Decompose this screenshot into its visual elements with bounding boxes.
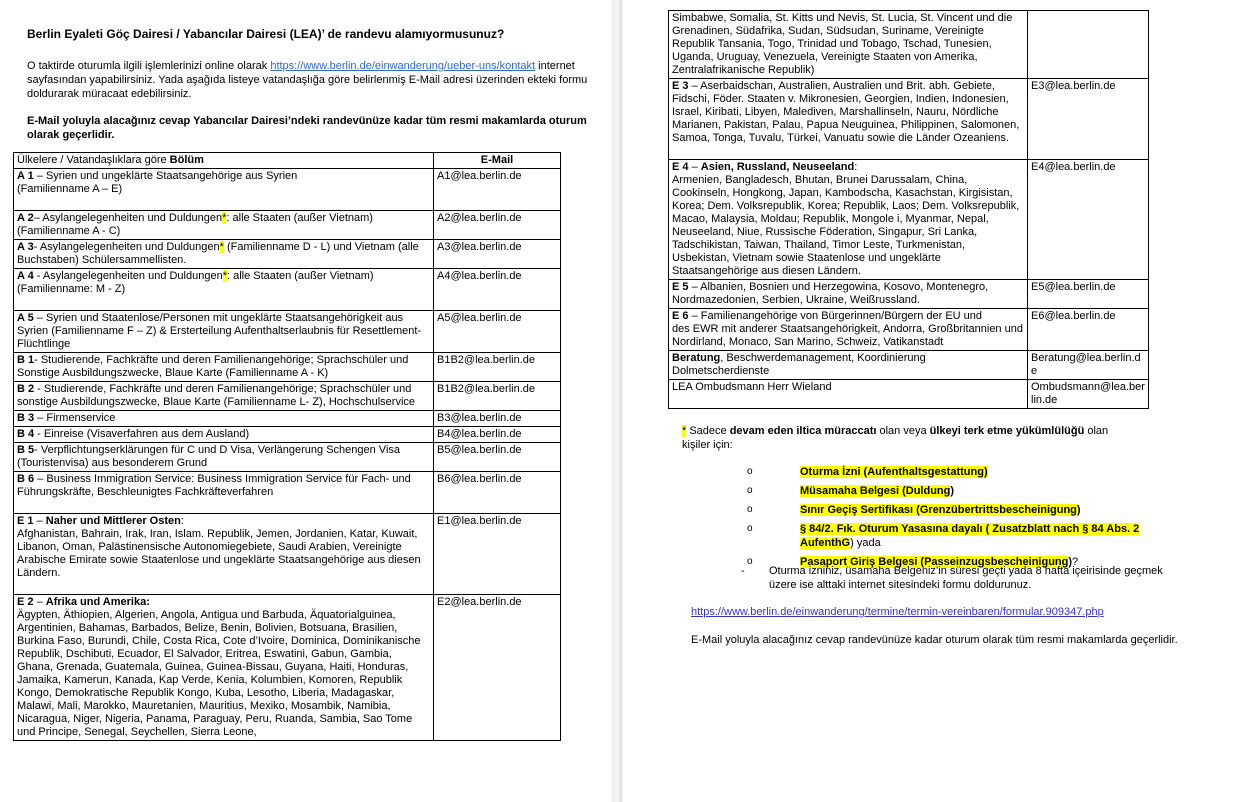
department-cell (669, 280, 1028, 309)
text-run: - Asylangelegenheiten und Duldungen (33, 241, 220, 253)
text-run: A 3 (17, 241, 34, 253)
bullet-item (747, 522, 1237, 550)
email-cell: B5@lea.berlin.de (434, 443, 561, 472)
text-run: ) (950, 485, 955, 497)
bullet-marker-icon: o (747, 485, 753, 496)
text-run: * (222, 270, 227, 282)
text-run: B 1 (17, 354, 35, 366)
text-run: - Asylangelegenheiten und Duldungen (33, 270, 223, 282)
table-row (669, 79, 1149, 160)
text-run: * (219, 241, 224, 253)
table-row (669, 280, 1149, 309)
department-cell (669, 380, 1028, 409)
text-run: Afghanistan, Bahrain, Irak, Iran, Islam. Republik, Jemen, Jordanien, Katar, Kuwait, Libanon, Oman, Palästinensische Autonomiegebiete, Saudi Arabien, Vereinigte Arabische Emirate sowie Staatenlose und ungeklärte Staatsangehörige aus diesen Ländern. (17, 528, 421, 579)
email-cell: E5@lea.berlin.de (1028, 280, 1149, 309)
email-cell: E3@lea.berlin.de (1028, 79, 1149, 160)
text-run: olan (1084, 425, 1109, 437)
text-run: – Aserbaidschan, Australien, Australien und Brit. abh. Gebiete, Fidschi, Föder. Staaten v. Mikronesien, Georgien, Indien, Indonesien, Israel, Kiribati, Libyen, Malediven, Marshallinseln, Nauru, Nördliche Marianen, Pakistan, Palau, Papua Neuguinea, Philippinen, Salomonen, Samoa, Tonga, Tuvalu, Türkei, Vanuatu sowie die Länder Ozeaniens. (672, 80, 1020, 144)
text-run: , Beschwerdemanagement, Koordinierung Dolmetscherdienste (672, 352, 926, 377)
table-row (14, 353, 561, 382)
text-run: LEA Ombudsmann Herr Wieland (672, 381, 832, 393)
email-cell: B3@lea.berlin.de (434, 411, 561, 427)
text-run: Asien, Russland, Neuseeland (700, 161, 855, 173)
text-run: Beratung (672, 352, 721, 364)
email-cell: A1@lea.berlin.de (434, 169, 561, 211)
text-run: B 2 (17, 383, 35, 395)
department-cell (14, 472, 434, 514)
department-email-table-left (13, 152, 561, 741)
page-right (627, 0, 1242, 802)
text-run: (Familienname: M - Z) (17, 283, 126, 295)
email-cell: A5@lea.berlin.de (434, 311, 561, 353)
text-run: : (854, 161, 858, 173)
text-run: - Studierende, Fachkräfte und deren Familienangehörige; Sprachschüler und Sonstige Ausbildungszwecke, Blaue Karte (Familienname A - K) (17, 354, 409, 379)
text-run: üzere ise alttaki internet sitesindeki formu doldurunuz. (769, 579, 1032, 591)
text-run: Müsamaha Belgesi (Duldung (800, 485, 951, 497)
table-row (14, 472, 561, 514)
table-row (14, 382, 561, 411)
department-cell (14, 411, 434, 427)
text-run: * (682, 425, 687, 437)
text-run: olan veya (876, 425, 930, 437)
text-run: AufenthG (800, 537, 851, 549)
table-row (14, 169, 561, 211)
department-cell (14, 443, 434, 472)
text-run: A 4 (17, 270, 34, 282)
text-run: E 1 (17, 515, 37, 527)
text-run: Sınır Geçiş Sertifikası (Grenzübertrittsbescheinigung (800, 504, 1077, 516)
text-run: Bölüm (169, 154, 204, 166)
email-cell: B6@lea.berlin.de (434, 472, 561, 514)
dash-item-text (769, 564, 1163, 592)
department-cell (669, 309, 1028, 351)
text-run: E 2 (17, 596, 37, 608)
bullet-marker-icon: o (747, 466, 753, 477)
text-run: Ülkelere / Vatandaşlıklara göre (17, 154, 170, 166)
footnote-paragraph (682, 424, 1242, 452)
text-run: ) (1076, 504, 1081, 516)
text-run: (Familienname D - L) und Vietnam (alle Buchstaben) Schülersammellisten. (17, 241, 419, 266)
text-run: – (691, 161, 701, 173)
text-run: B 4 (17, 428, 35, 440)
table-row (14, 595, 561, 741)
department-cell (14, 514, 434, 595)
department-cell (669, 79, 1028, 160)
email-cell: A4@lea.berlin.de (434, 269, 561, 311)
table-row (669, 11, 1149, 79)
bullet-marker-icon: o (747, 504, 753, 515)
table-row (14, 269, 561, 311)
text-run: A 5 (17, 312, 34, 324)
bullet-item (747, 503, 1237, 517)
email-cell: E6@lea.berlin.de (1028, 309, 1149, 351)
email-cell: E4@lea.berlin.de (1028, 160, 1149, 280)
column-header-department (14, 153, 434, 169)
text-run: – Syrien und Staatenlose/Personen mit ungeklärte Staatsangehörigkeit aus Syrien (Familienname F – Z) & Ersterteilung Aufenthaltserlaubnis für Resettlement-Flüchtlinge (17, 312, 422, 350)
text-run: – (36, 515, 46, 527)
text-run: E 3 (672, 80, 692, 92)
text-run: Naher und Mittlerer Osten (45, 515, 181, 527)
text-run: – Business Immigration Service: Business Immigration Service für Fach- und Führungskräfte, Beschleunigtes Fachkräfteverfahren (17, 473, 411, 498)
text-run: des EWR mit anderer Staatsangehörigkeit, Andorra, Großbritannien und (672, 323, 1023, 335)
text-run: Sadece (686, 425, 730, 437)
text-run: O taktirde oturumla ilgili işlemlerinizi online olarak (27, 60, 271, 72)
emphasis-paragraph: E-Mail yoluyla alacağınız cevap Yabancılar Dairesi’ndeki randevünüze kadar tüm resmi makamlarda oturum olarak geçerlidir. (27, 115, 587, 141)
table-row (669, 351, 1149, 380)
department-cell (14, 595, 434, 741)
text-run: : (180, 515, 184, 527)
text-run: A 2 (17, 212, 34, 224)
email-cell (1028, 11, 1149, 79)
text-run: B 5 (17, 444, 35, 456)
page-left (0, 0, 610, 802)
department-email-table-right (668, 10, 1149, 409)
department-cell (14, 311, 434, 353)
table-row (669, 309, 1149, 351)
table-row (669, 380, 1149, 409)
email-cell: E2@lea.berlin.de (434, 595, 561, 741)
bullet-text (800, 522, 1139, 550)
department-cell (14, 169, 434, 211)
email-cell: B1B2@lea.berlin.de (434, 382, 561, 411)
text-run: : alle Staaten (außer Vietnam) (226, 212, 373, 224)
text-run: – Familienangehörige von Bürgerinnen/Bürgern der EU und (691, 310, 983, 322)
bullet-marker-icon: o (747, 523, 753, 534)
text-run: B 3 (17, 412, 35, 424)
text-run: – Albanien, Bosnien und Herzegowina, Kosovo, Montenegro, (691, 281, 989, 293)
bullet-item (747, 484, 1237, 498)
text-run: – Firmenservice (34, 412, 116, 424)
text-run: Simbabwe, Somalia, St. Kitts und Nevis, St. Lucia, St. Vincent und die Grenadinen, Südafrika, Sudan, Südsudan, Suriname, Vereinigte Republik Tansania, Togo, Trinidad und Tobago, Tschad, Tunesien, Uganda, Uruguay, Venezuela, Vereinigte Staaten von Amerika, Zentralafrikanische Republik) (672, 12, 1013, 76)
text-run: – Asylangelegenheiten und Duldungen (33, 212, 223, 224)
text-run: Oturma izniniz, üsamaha Belgeniz’in süresi geçti yada 8 hafta içeirisinde geçmek (769, 565, 1163, 577)
highlighted-bullet-list (747, 465, 1237, 574)
closing-paragraph: E-Mail yoluyla alacağınız cevap randevünüze kadar oturum olarak tüm resmi makamlarda geçerlidir. (691, 634, 1178, 646)
department-cell (669, 160, 1028, 280)
text-run: E 6 (672, 310, 692, 322)
text-run: internet sayfasından yapabilirsiniz. Yada aşağıda listeye vatandaşlığa göre belirlenmiş E-Mail adresi üzerinden ekteki formu doldurarak müracaat edebilirsiniz. (27, 60, 588, 100)
appointment-form-link[interactable]: https://www.berlin.de/einwanderung/termine/termin-vereinbaren/formular.909347.php (691, 606, 1104, 618)
table-row (14, 211, 561, 240)
text-run: (Familienname A – E) (17, 183, 123, 195)
department-cell (14, 240, 434, 269)
table-row (669, 160, 1149, 280)
text-run: ) (1068, 556, 1073, 568)
text-run: kişiler için: (682, 439, 733, 451)
bullet-item (747, 465, 1237, 479)
text-run: Nordirland, Monaco, San Marino, Schweiz, Vatikanstadt (672, 336, 944, 348)
email-cell: E1@lea.berlin.de (434, 514, 561, 595)
email-cell: Beratung@lea.berlin.de (1028, 351, 1149, 380)
department-cell (14, 382, 434, 411)
text-run: Afrika und Amerika: (45, 596, 150, 608)
email-cell: A2@lea.berlin.de (434, 211, 561, 240)
table-row (14, 427, 561, 443)
document-title: Berlin Eyaleti Göç Dairesi / Yabancılar Dairesi (LEA)’ de randevu alamıyormusunuz? (27, 27, 505, 41)
department-cell (14, 427, 434, 443)
text-run: Ägypten, Äthiopien, Algerien, Angola, Antigua und Barbuda, Äquatorialguinea, Argentinien, Bahamas, Barbados, Belize, Benin, Bolivien, Botsuana, Brasilien, Burkina Faso, Burundi, Chile, Costa Rica, Cote d’Ivoire, Dominica, Dominikanische Republik, Dschibuti, Ecuador, El Salvador, Eritrea, Eswatini, Gabun, Gambia, Ghana, Grenada, Guatemala, Guinea, Guinea-Bissau, Guyana, Haiti, Honduras, Jamaika, Kamerun, Kanada, Kap Verde, Kenia, Kolumbien, Komoren, Republik Kongo, Demokratische Republik Kongo, Kuba, Lesotho, Liberia, Madagaskar, Malawi, Mali, Marokko, Mauretanien, Mauritius, Mexiko, Mosambik, Namibia, Nicaragua, Niger, Nigeria, Panama, Paraguay, Peru, Ruanda, Sambia, Sao Tome und Principe, Senegal, Seychellen, Sierra Leone, (17, 609, 421, 738)
dash-marker-icon: - (741, 565, 745, 577)
table-row (14, 240, 561, 269)
text-run: : alle Staaten (außer Vietnam) (226, 270, 374, 282)
kontakt-page-link[interactable]: https://www.berlin.de/einwanderung/ueber-uns/kontakt (270, 60, 536, 72)
table-header-row (14, 153, 561, 169)
text-run: B 6 (17, 473, 38, 485)
dash-item (741, 564, 1242, 592)
table-row (14, 514, 561, 595)
text-run: - Verpflichtungserklärungen für C und D Visa, Verlängerung Schengen Visa (Touristenvisa) aus besonderem Grund (17, 444, 401, 469)
table-row (14, 411, 561, 427)
intro-paragraph (27, 59, 589, 101)
text-run: ülkeyi terk etme yükümlülüğü (929, 425, 1085, 437)
text-run: A 1 (17, 170, 37, 182)
department-cell (669, 351, 1028, 380)
text-run: Nordmazedonien, Serbien, Ukraine, Weißrussland. (672, 294, 921, 306)
text-run: - Studierende, Fachkräfte und deren Familienangehörige; Sprachschüler und sonstige Ausbildungszwecke, Blaue Karte (Familienname L- Z), Hochschulservice (17, 383, 416, 408)
table-row (14, 311, 561, 353)
bullet-marker-icon: o (747, 556, 753, 567)
text-run: * (222, 212, 227, 224)
text-run: § 84/2. Fık. Oturum Yasasına dayalı ( Zusatzblatt nach § 84 Abs. 2 (800, 523, 1140, 535)
text-run: (Familienname A - C) (17, 225, 121, 237)
text-run: Armenien, Bangladesch, Bhutan, Brunei Darussalam, China, Cookinseln, Hongkong, Japan, Kambodscha, Kasachstan, Kirgisistan, Korea; Dem. Volksrepublik, Korea; Republik, Laos; Dem. Volksrepublik, Macao, Malaysia, Moldau; Republik, Mongole i, Myanmar, Nepal, Neuseeland, Niue, Russische Föderation, Singapur, Sri Lanka, Tadschikistan, Taiwan, Thailand, Timor Leste, Turkmenistan, Usbekistan, Vietnam sowie Staatenlose und ungeklärte Staatsangehörige aus diesen Ländern. (672, 174, 1020, 277)
text-run: – (36, 596, 46, 608)
text-run: E 4 (672, 161, 692, 173)
text-run: Pasaport Giriş Belgesi (Passeinzugsbescheinigung (800, 556, 1069, 568)
department-cell (669, 11, 1028, 79)
text-run: devam eden iltica müraccatı (729, 425, 877, 437)
email-cell: B1B2@lea.berlin.de (434, 353, 561, 382)
text-run: E 5 (672, 281, 692, 293)
table-row (14, 443, 561, 472)
bullet-text (800, 503, 1081, 517)
text-run: ) yada (850, 537, 881, 549)
text-run: Oturma İzni (Aufenthaltsgestattung) (800, 466, 988, 478)
column-header-email: E-Mail (434, 153, 561, 169)
department-cell (14, 211, 434, 240)
text-run: - Einreise (Visaverfahren aus dem Ausland) (34, 428, 250, 440)
email-cell: B4@lea.berlin.de (434, 427, 561, 443)
text-run: – Syrien und ungeklärte Staatsangehörige aus Syrien (36, 170, 298, 182)
text-run: ? (1072, 556, 1079, 568)
department-cell (14, 353, 434, 382)
bullet-text (800, 465, 988, 479)
department-cell (14, 269, 434, 311)
email-cell: Ombudsmann@lea.berlin.de (1028, 380, 1149, 409)
email-cell: A3@lea.berlin.de (434, 240, 561, 269)
bullet-text (800, 484, 954, 498)
page-divider (610, 0, 627, 802)
